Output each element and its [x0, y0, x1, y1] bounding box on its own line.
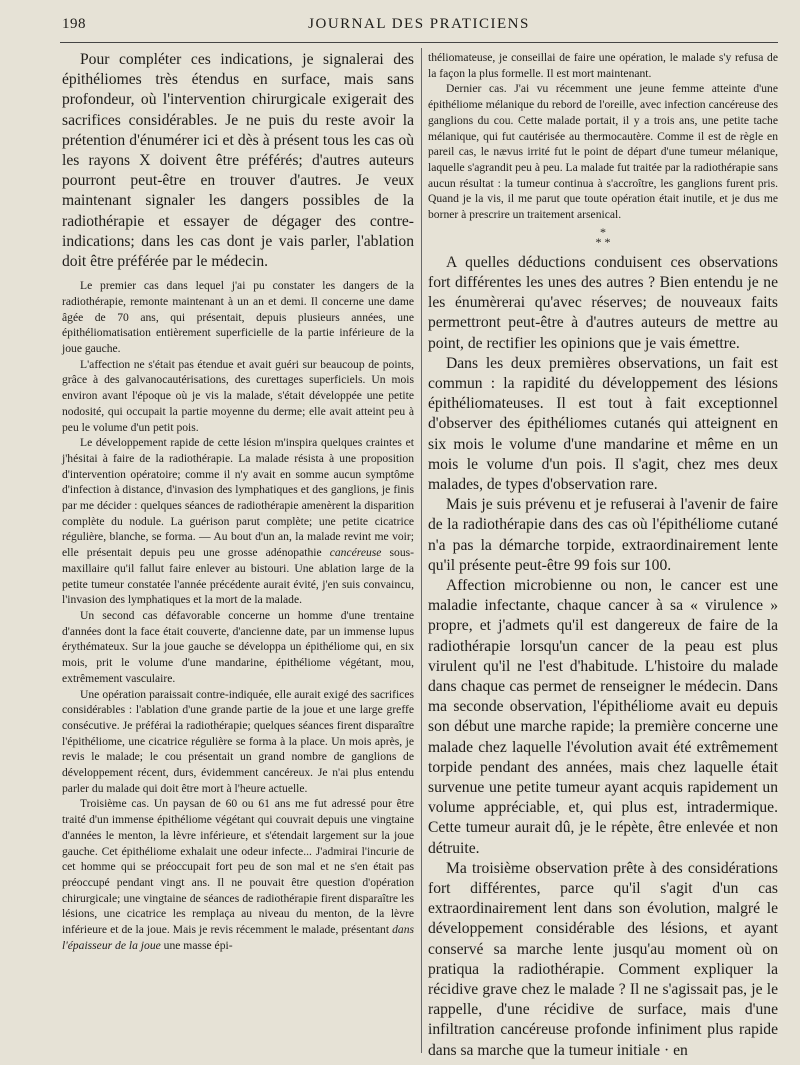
third-observation-paragraph: Ma troisième observation prête à des considérations fort différentes, parce qu'il s'agit d'un cas extraordinairement lent dans son évolution, malgré le développement considérable des lésions, et ayant conservé sa marche lente jusqu'au moment où on pratiqua la radiothérapie. Comment expliquer la récidive grave chez le malade ? Il ne s'agissait pas, je le rappelle, d'une récidive de surface, mais d'une infiltration cancéreuse profonde infiniment plus rapide dans sa marche que la tumeur initiale · en: [428, 859, 778, 1059]
page-number: 198: [62, 16, 86, 32]
case-one-outcome-paragraph: Le développement rapide de cette lésion m'inspira quelques craintes et j'hésitai à faire de la radiothérapie. La malade résista à une proposition d'intervention opératoire; comme il n'y avait en somme aucun symptôme d'infection à distance, d'invasion des lymphatiques et des ganglions, je finis par me décider : quelques séances de radiothérapie amenèrent la disparition complète du nodule. La guérison parut complète; une petite cicatrice régulière, blanche, se forma. — Au bout d'un an, la malade revint me voir; elle présentait depuis peu une grosse adénopathie cancéreuse sous-maxillaire qu'il fallut faire enlever au bistouri. Une ablation large de la petite tumeur constatée l'année précédente aurait évité, j'en suis convaincu, l'invasion des lymphatiques et la mort de la malade.: [62, 436, 414, 607]
italic-phrase: dans l'épaisseur de la joue: [62, 923, 414, 952]
first-observations-paragraph: Dans les deux premières observations, un fait est commun : la rapidité du développement des lésions épithéliomateuses. Il est tout à fait exceptionnel d'observer des épithéliomes cutanés qui atteignent en six mois le volume d'une mandarine et même en un mois le volume d'un pois. Il s'agit, chez mes deux malades, de types d'observation rare.: [428, 354, 778, 493]
running-title: JOURNAL DES PRATICIENS: [308, 16, 530, 32]
page-header: [60, 14, 778, 38]
header-rule: [60, 42, 778, 43]
case-three-paragraph: Troisième cas. Un paysan de 60 ou 61 ans me fut adressé pour être traité d'un immense épithéliome végétant qui couvrait depuis une vingtaine d'années le menton, la lèvre inférieure, et s'étendait largement sur la joue gauche. Cet épithéliome exhalait une odeur infecte... J'admirai l'incurie de cet homme qui se préoccupait fort peu de son mal et ne s'en était pas préoccupé pendant vingt ans. Il ne pouvait être question d'opération chirurgicale; une vingtaine de séances de radiothérapie firent disparaître les lésions, une cicatrice les remplaça au niveau du menton, de la lèvre inférieure et de la joue. Mais je revis récemment le malade, présentant dans l'épaisseur de la joue une masse épi-: [62, 797, 414, 952]
case-one-history-paragraph: L'affection ne s'était pas étendue et avait guéri sur beaucoup de points, grâce à des galvanocautérisations, des curettages superficiels. Un mois environ avant l'époque où je vis la malade, s'était développée une petite nodosité, qui occupait la partie moyenne du derme; elle avait atteint peu à peu le volume d'un petit pois.: [62, 357, 414, 434]
intro-paragraph: Pour compléter ces indications, je signalerai des épithéliomes très étendus en surface, mais sans profondeur, où l'intervention chirurgicale exigerait des sacrifices considérables. Je ne puis du reste avoir la prétention d'énumérer ici et dès à présent tous les cas où les rayons X doivent être préférés; d'autres auteurs pourront peut-être en trouver d'autres. Je veux maintenant signaler les dangers possibles de la radiothérapie et essayer de dégager des contre-indications; dans les cas dont je vais parler, l'ablation doit être préférée par le médecin.: [62, 51, 414, 271]
virulence-paragraph: Affection microbienne ou non, le cancer est une maladie infectante, chaque cancer à sa « virulence » propre, et j'admets qu'il est dangereux de faire de la radiothérapie lorsqu'un cancer de la peau est plus virulent qu'il ne l'est d'habitude. L'histoire du malade dans chaque cas permet de renseigner le médecin. Dans ma seconde observation, l'épithéliome avait eu depuis son début une marche rapide; la première concerne une malade chez laquelle l'évolution avait été extrêmement torpide pendant des années, mais chez laquelle était survenue une petite tumeur ayant acquis rapidement un volume appréciable, et, qui plus est, intradermique. Cette tumeur aurait dû, je le répète, être enlevée et non détruite.: [428, 576, 778, 857]
case-two-outcome-paragraph: Une opération paraissait contre-indiquée, elle aurait exigé des sacrifices considérables : l'ablation d'une grande partie de la joue et une large greffe consécutive. Je préférai la radiothérapie; quelques séances firent disparaître l'épithéliome, une cicatrice régulière se forma à la place. Un mois après, je revis le malade; le cou présentait un grand nombre de ganglions de développement récent, durs, évidemment cancéreux. Je n'ai plus entendu parler du malade qui doit être mort à l'heure actuelle.: [62, 687, 414, 795]
future-refusal-paragraph: Mais je suis prévenu et je refuserai à l'avenir de faire de la radiothérapie dans des cas où l'épithéliome cutané n'a pas la démarche torpide, extraordinairement lente qu'il présente peut-être 99 fois sur 100.: [428, 496, 778, 574]
right-column: [428, 50, 778, 1061]
last-case-paragraph: Dernier cas. J'ai vu récemment une jeune femme atteinte d'une épithéliome mélanique du rebord de l'oreille, avec infection cancéreuse des ganglions du cou. Cette malade portait, il y a trois ans, une petite tache mélanique, qui fut cautérisée au thermocautère. Comme il est de règle en pareil cas, le nævus irrité fut le point de départ d'une tumeur mélanique, laquelle s'agrandit peu à peu. La malade fut traitée par la radiothérapie sans aucun résultat : la tumeur continua à s'accroître, les ganglions furent pris. Quand je la vis, il me parut que toute opération était inutile, et je dus me borner à prescrire un traitement arsenical.: [428, 82, 778, 222]
deductions-paragraph: A quelles déductions conduisent ces observations fort différentes les unes des autres ? Bien entendu je ne les énumèrerai qu'avec réserves; de nouveaux faits permettront peut-être à d'autres auteurs de mettre au point, de rectifier les opinions que je vais émettre.: [428, 253, 778, 352]
italic-term: cancéreuse: [329, 546, 382, 560]
case-two-paragraph: Un second cas défavorable concerne un homme d'une trentaine d'années dont la face était couverte, d'ancienne date, par un immense lupus érythémateux. Sur la joue gauche se développa un épithéliome qui, en six mois, prit le volume d'une mandarine, épithéliome végétant, mou, extrêmement vasculaire.: [62, 609, 414, 685]
column-divider: [421, 48, 422, 1053]
continued-paragraph: théliomateuse, je conseillai de faire une opération, le malade s'y refusa de la façon la plus formelle. Il est mort maintenant.: [428, 51, 778, 80]
left-column: [62, 50, 414, 953]
asterism-separator: * * *: [595, 224, 611, 249]
case-one-paragraph: Le premier cas dans lequel j'ai pu constater les dangers de la radiothérapie, remonte maintenant à un an et demi. Il concerne une dame âgée de 70 ans, qui présentait, depuis plusieurs années, une épithéliomatisation entièrement superficielle de la partie inférieure de la joue gauche.: [62, 279, 414, 356]
